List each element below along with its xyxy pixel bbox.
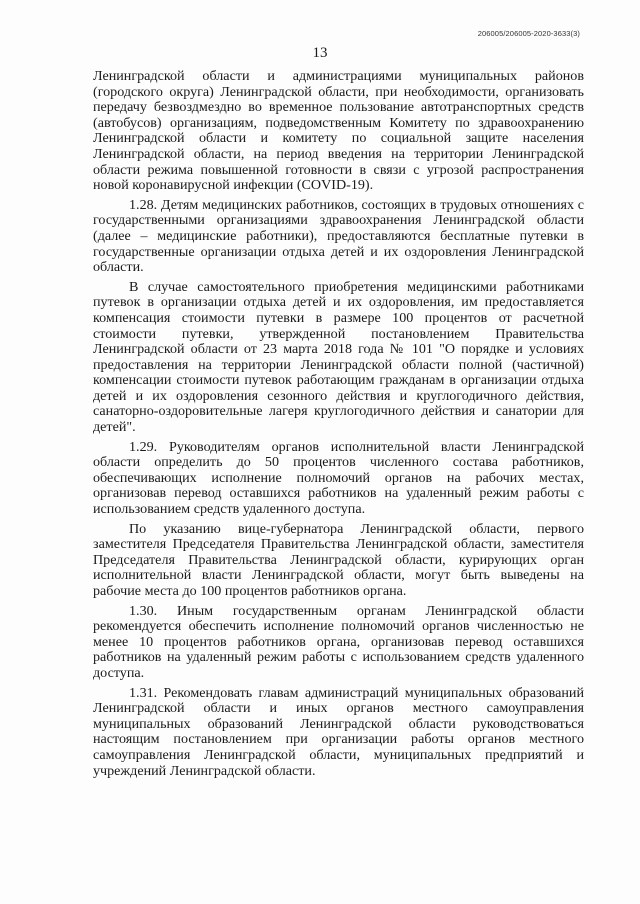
paragraph-1-31: 1.31. Рекомендовать главам администраций муниципальных образований Ленинградской области и иных органов местного самоуправления муниципальных образований Ленинградской области руководствоваться настоящим постановлением при организации работы органов местного самоуправления Ленинградской области, муниципальных предприятий и учреждений Ленинградской области. [93, 684, 584, 779]
paragraph-compensation: В случае самостоятельного приобретения медицинскими работниками путевок в организации отдыха детей и их оздоровления, им предоставляется компенсация стоимости путевки в размере 100 процентов от расчетной стоимости путевки, утвержденной постановлением Правительства Ленинградской области от 23 марта 2018 года № 101 "О порядке и условиях предоставления на территории Ленинградской области полной (частичной) компенсации стоимости путевок работающим гражданам в организации отдыха детей и их оздоровления сезонного действия и круглогодичного действия, санаторно-оздоровительные лагеря круглогодичного действия и санатории для детей". [93, 278, 584, 436]
page-number: 13 [312, 45, 328, 61]
paragraph-continuation: Ленинградской области и администрациями муниципальных районов (городского округа) Ленинградской области, при необходимости, организовать передачу безвоздмездно во временное пользование автотранспортных средств (автобусов) организациям, подведомственным Комитету по здравоохранению Ленинградской области и комитету по социальной защите населения Ленинградской области, на период введения на территории Ленинградской области режима повышенной готовности в связи с угрозой распространения новой коронавирусной инфекции (COVID-19). [93, 68, 584, 194]
document-registration-code: 206005/206005-2020-3633(3) [477, 29, 580, 38]
paragraph-1-28: 1.28. Детям медицинских работников, состоящих в трудовых отношениях с государственными организациями здравоохранения Ленинградской области (далее – медицинские работники), предоставляются бесплатные путевки в государственные организации отдыха детей и их оздоровления Ленинградской области. [93, 196, 584, 276]
paragraph-1-30: 1.30. Иным государственным органам Ленинградской области рекомендуется обеспечить исполнение полномочий органов численностью не менее 10 процентов работников органа, организовав перевод оставшихся работников на удаленный режим работы с использованием средств удаленного доступа. [93, 602, 584, 681]
paragraph-vice-governor: По указанию вице-губернатора Ленинградской области, первого заместителя Председателя Правительства Ленинградской области, заместителя Председателя Правительства Ленинградской области, курирующих орган исполнительной власти Ленинградской области, могут быть выведены на рабочие места до 100 процентов работников органа. [93, 520, 584, 599]
paragraph-1-29: 1.29. Руководителям органов исполнительной власти Ленинградской области определить до 50 процентов численного состава работников, обеспечивающих исполнение полномочий органов на рабочих местах, организовав перевод оставшихся работников на удаленный режим работы с использованием средств удаленного доступа. [93, 438, 584, 518]
document-body [93, 69, 584, 779]
